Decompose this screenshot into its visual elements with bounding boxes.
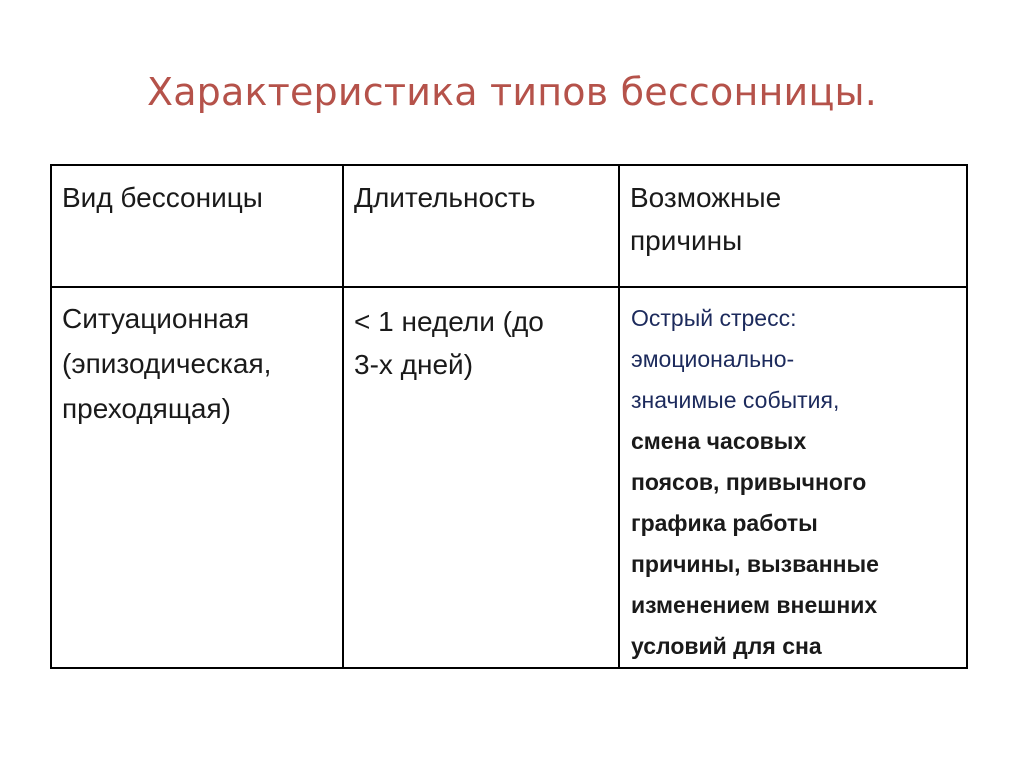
cause-line: поясов, привычного <box>631 469 867 495</box>
duration-line: 3-х дней) <box>354 349 474 380</box>
type-line: Ситуационная <box>62 303 250 334</box>
header-duration-text: Длительность <box>354 182 536 213</box>
header-causes-line: причины <box>630 225 743 256</box>
cell-insomnia-type <box>51 287 343 668</box>
header-causes-line: Возможные <box>630 182 782 213</box>
cause-line: графика работы <box>631 510 818 536</box>
cause-line: причины, вызванные <box>631 551 879 577</box>
header-cell-causes <box>619 165 967 287</box>
cause-line: условий для сна <box>631 633 822 659</box>
table-row <box>51 287 967 668</box>
cause-line: изменением внешних <box>631 592 878 618</box>
cause-line: смена часовых <box>631 428 807 454</box>
header-type-text: Вид бессоницы <box>62 182 263 213</box>
type-line: (эпизодическая, <box>62 348 272 379</box>
cause-accent-line: эмоционально- <box>631 346 795 372</box>
slide-title: Характеристика типов бессонницы. <box>146 70 878 114</box>
insomnia-types-table <box>50 164 968 669</box>
header-cell-duration <box>343 165 619 287</box>
cause-accent-line: Острый стресс: <box>631 305 797 331</box>
table-header-row <box>51 165 967 287</box>
cell-causes <box>619 287 967 668</box>
cause-accent-line: значимые события, <box>631 387 840 413</box>
type-line: преходящая) <box>62 393 231 424</box>
header-cell-type <box>51 165 343 287</box>
cell-duration <box>343 287 619 668</box>
duration-line: < 1 недели (до <box>354 306 544 337</box>
